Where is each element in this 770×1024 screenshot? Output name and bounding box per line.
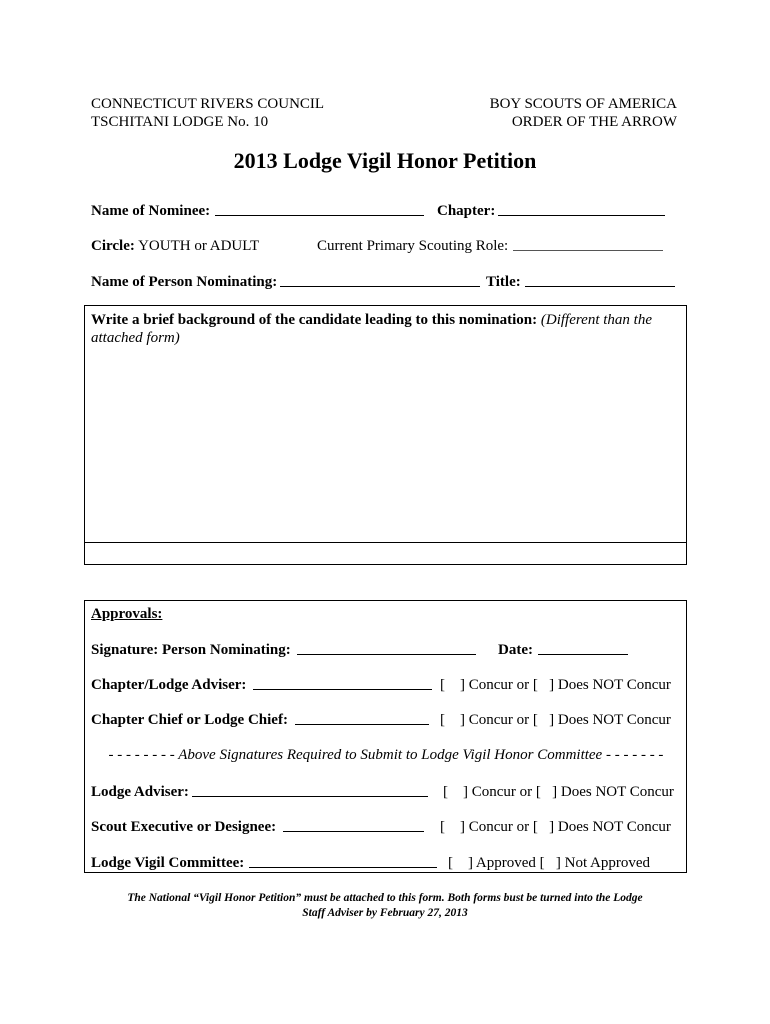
scout-executive-field[interactable] — [283, 818, 424, 832]
lodge-adviser-field[interactable] — [192, 783, 428, 797]
nominator-field[interactable] — [280, 273, 480, 287]
background-prompt-italic-2: attached form) — [91, 330, 180, 346]
lodge-name: TSCHITANI LODGE No. 10 — [91, 114, 269, 130]
vigil-committee-label: Lodge Vigil Committee: — [91, 855, 245, 871]
background-prompt-bold: Write a brief background of the candidate leading to this nomination: — [91, 312, 538, 328]
role-label: Current Primary Scouting Role: — [317, 238, 509, 254]
chapter-field[interactable] — [498, 202, 665, 216]
nominee-name-label: Name of Nominee: — [91, 203, 211, 219]
background-prompt-italic: (Different than the — [540, 312, 652, 328]
lodge-adviser-concur-option[interactable]: [ ] Concur or [ ] Does NOT Concur — [443, 784, 674, 800]
chapter-label: Chapter: — [437, 203, 496, 219]
nominee-name-field[interactable] — [215, 202, 424, 216]
background-text-area[interactable] — [91, 358, 679, 538]
adviser-field[interactable] — [253, 676, 432, 690]
chief-label: Chapter Chief or Lodge Chief: — [91, 712, 288, 728]
page-title: 2013 Lodge Vigil Honor Petition — [233, 148, 537, 173]
lodge-adviser-label: Lodge Adviser: — [91, 784, 189, 800]
circle-label: Circle: — [91, 238, 135, 254]
scout-executive-concur-option[interactable]: [ ] Concur or [ ] Does NOT Concur — [440, 819, 671, 835]
title-label: Title: — [486, 274, 521, 290]
title-field[interactable] — [525, 273, 675, 287]
adviser-label: Chapter/Lodge Adviser: — [91, 677, 247, 693]
vigil-committee-approval-option[interactable]: [ ] Approved [ ] Not Approved — [448, 855, 651, 871]
adviser-concur-option[interactable]: [ ] Concur or [ ] Does NOT Concur — [440, 677, 671, 693]
chief-concur-option[interactable]: [ ] Concur or [ ] Does NOT Concur — [440, 712, 671, 728]
organization-name: BOY SCOUTS OF AMERICA — [489, 96, 677, 112]
scout-executive-label: Scout Executive or Designee: — [91, 819, 277, 835]
footer-note-line2: Staff Adviser by February 27, 2013 — [302, 907, 468, 919]
order-name: ORDER OF THE ARROW — [511, 114, 677, 130]
council-name: CONNECTICUT RIVERS COUNCIL — [91, 96, 325, 112]
background-prompt — [91, 311, 676, 347]
background-divider — [85, 542, 686, 543]
circle-options[interactable]: YOUTH or ADULT — [138, 238, 260, 254]
date-label: Date: — [498, 642, 533, 658]
date-field[interactable] — [538, 641, 628, 655]
vigil-committee-field[interactable] — [249, 854, 437, 868]
signature-nominating-field[interactable] — [297, 641, 476, 655]
nominator-label: Name of Person Nominating: — [91, 274, 278, 290]
signatures-divider-text: - - - - - - - - Above Signatures Required to Submit to Lodge Vigil Honor Committee - - - - - - - — [108, 747, 664, 763]
circle-row — [91, 237, 259, 255]
approvals-heading: Approvals: — [91, 606, 163, 622]
footer-note-line1: The National “Vigil Honor Petition” must be attached to this form. Both forms bust be turned into the Lodge — [127, 892, 643, 904]
signature-nominating-label: Signature: Person Nominating: — [91, 642, 291, 658]
background-box — [84, 305, 687, 565]
chief-field[interactable] — [295, 711, 429, 725]
role-field[interactable] — [513, 250, 663, 251]
